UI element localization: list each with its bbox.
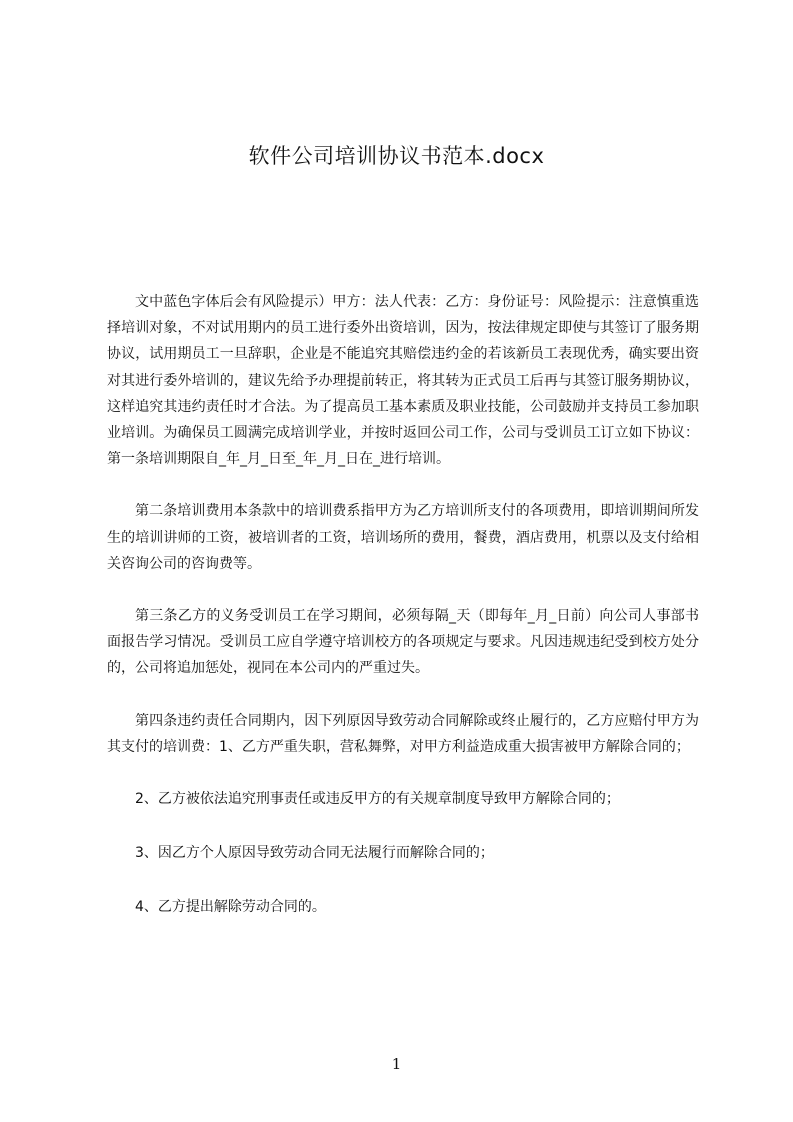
paragraph-article-3: 第三条乙方的义务受训员工在学习期间，必须每隔_天（即每年_月_日前）向公司人事部书面报告学习情况。受训员工应自学遵守培训校方的各项规定与要求。凡因违规违纪受到校方处分的，公司将追加惩处，视同在本公司内的严重过失。 (107, 608, 699, 677)
paragraph-intro: 文中蓝色字体后会有风险提示）甲方：法人代表：乙方：身份证号：风险提示：注意慎重选择培训对象，不对试用期内的员工进行委外出资培训，因为，按法律规定即使与其签订了服务期协议，试用期员工一旦辞职，企业是不能追究其赔偿违约金的若该新员工表现优秀，确实要出资对其进行委外培训的，建议先给予办理提前转正，将其转为正式员工后再与其签订服务期协议，这样追究其违约责任时才合法。为了提高员工基本素质及职业技能，公司鼓励并支持员工参加职业培训。为确保员工圆满完成培训学业，并按时返回公司工作，公司与受训员工订立如下协议：第一条培训期限自_年_月_日至_年_月_日在_进行培训。 (107, 294, 699, 468)
paragraph-item-3: 3、因乙方个人原因导致劳动合同无法履行而解除合同的； (135, 845, 494, 862)
paragraph-item-2: 2、乙方被依法追究刑事责任或违反甲方的有关规章制度导致甲方解除合同的； (135, 791, 620, 808)
paragraph-item-4: 4、乙方提出解除劳动合同的。 (135, 899, 326, 916)
document-body (107, 289, 699, 949)
paragraph-article-4: 第四条违约责任合同期内，因下列原因导致劳动合同解除或终止履行的，乙方应赔付甲方为其支付的培训费：1、乙方严重失职，营私舞弊，对甲方利益造成重大损害被甲方解除合同的； (107, 712, 699, 755)
document-title: 软件公司培训协议书范本.docx (248, 144, 545, 168)
paragraph-article-2: 第二条培训费用本条款中的培训费系指甲方为乙方培训所支付的各项费用，即培训期间所发生的培训讲师的工资，被培训者的工资，培训场所的费用，餐费，酒店费用，机票以及支付给相关咨询公司的咨询费等。 (107, 503, 699, 572)
page-number: 1 (391, 1055, 402, 1073)
